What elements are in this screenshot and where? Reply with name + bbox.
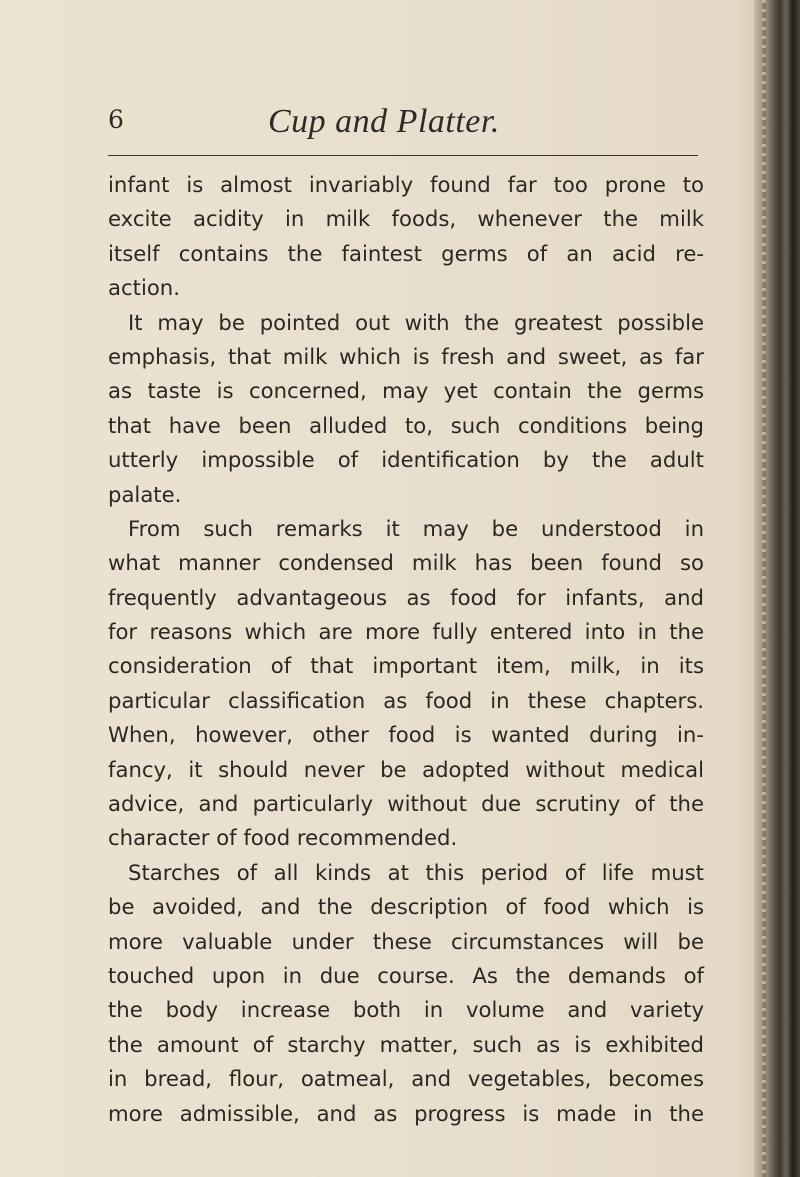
text-line: action. <box>108 275 180 301</box>
text-line: Starches of all kinds at this period of life must <box>128 859 704 885</box>
text-line: frequently advantageous as food for infants, and <box>108 584 704 610</box>
text-line: excite acidity in milk foods, whenever the milk <box>108 206 704 232</box>
text-line: touched upon in due course. As the demands of <box>108 962 704 988</box>
text-line: infant is almost invariably found far too prone to <box>108 172 704 197</box>
page-header <box>108 103 700 143</box>
text-line: the body increase both in volume and variety <box>108 997 704 1023</box>
text-line: advice, and particularly without due scrutiny of the <box>108 791 704 817</box>
text-line: for reasons which are more fully entered into in the <box>108 619 704 645</box>
text-line: more admissible, and as progress is made in the <box>108 1100 704 1126</box>
header-rule <box>108 155 698 156</box>
body-text <box>108 168 704 1131</box>
running-title: Cup and Platter. <box>268 103 500 140</box>
page-number: 6 <box>108 105 124 134</box>
text-line: character of food recommended. <box>108 825 458 851</box>
text-line: what manner condensed milk has been found so <box>108 550 704 576</box>
text-line: be avoided, and the description of food which is <box>108 894 704 920</box>
text-line: emphasis, that milk which is fresh and sweet, as far <box>108 343 704 369</box>
text-line: as taste is concerned, may yet contain the germs <box>108 378 704 404</box>
text-line: When, however, other food is wanted during in- <box>108 722 704 748</box>
text-line: itself contains the faintest germs of an acid re- <box>108 240 704 266</box>
text-line: palate. <box>108 481 182 507</box>
text-line: It may be pointed out with the greatest possible <box>128 309 704 335</box>
book-binding-edge <box>754 0 800 1177</box>
text-line: particular classification as food in these chapters. <box>108 687 704 713</box>
text-line: that have been alluded to, such conditions being <box>108 412 704 438</box>
text-line: From such remarks it may be understood in <box>128 515 704 541</box>
text-line: utterly impossible of identification by the adult <box>108 447 704 473</box>
text-line: consideration of that important item, milk, in its <box>108 653 704 679</box>
text-line: in bread, flour, oatmeal, and vegetables, becomes <box>108 1066 704 1092</box>
text-line: more valuable under these circumstances will be <box>108 928 704 954</box>
text-line: fancy, it should never be adopted without medical <box>108 756 704 782</box>
text-line: the amount of starchy matter, such as is exhibited <box>108 1031 704 1057</box>
